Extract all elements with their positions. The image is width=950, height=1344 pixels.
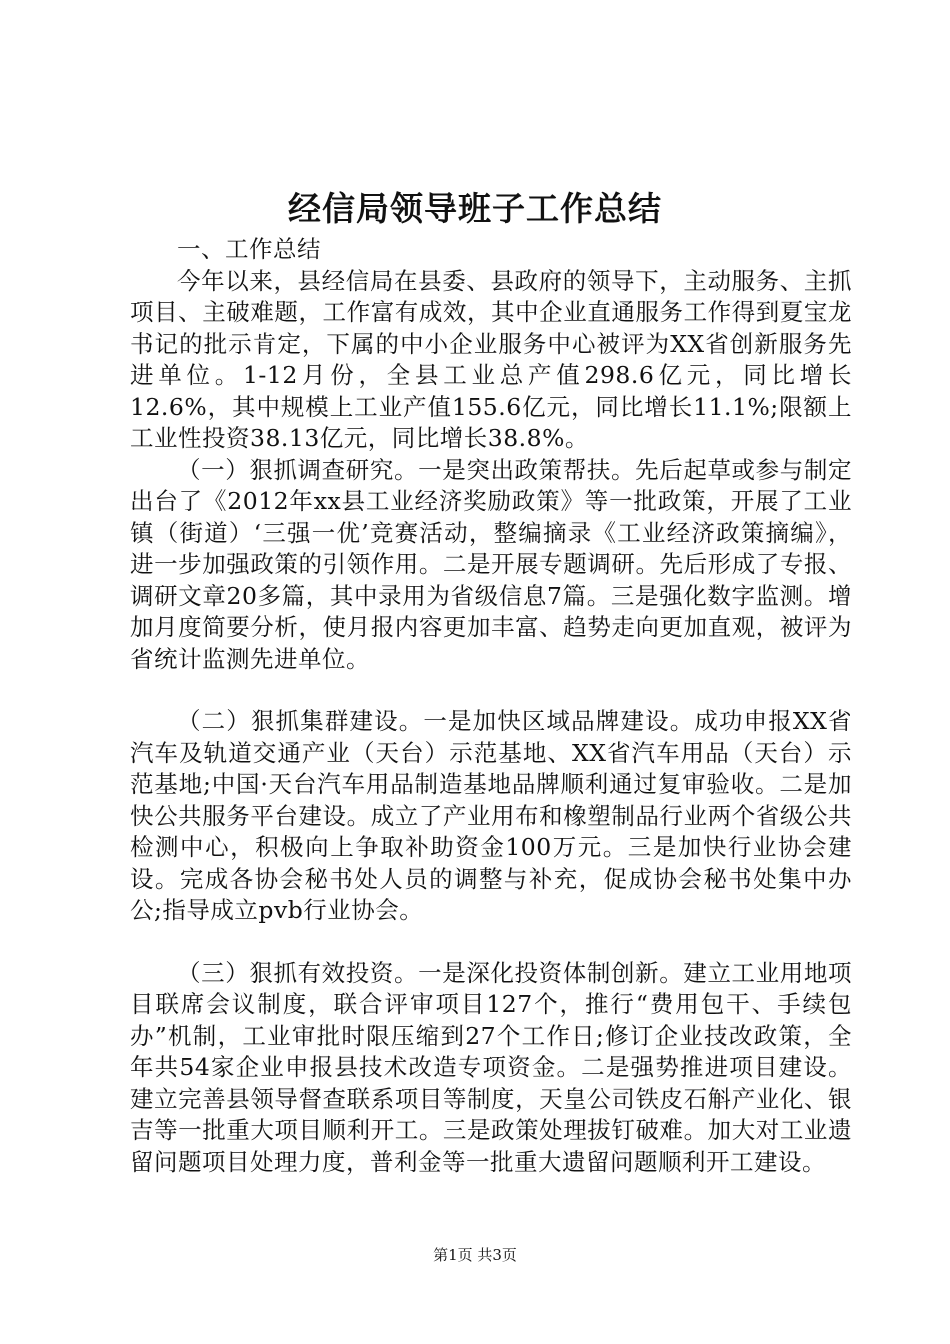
section-heading: 一、工作总结 bbox=[177, 235, 321, 263]
paragraph-intro: 今年以来，县经信局在县委、县政府的领导下，主动服务、主抓项目、主破难题，工作富有成效，其中企业直通服务工作得到夏宝龙书记的批示肯定，下属的中小企业服务中心被评为XX省创新服务先进单位。1-12月份，全县工业总产值298.6亿元，同比增长12.6%，其中规模上工业产值155.6亿元，同比增长11.1%;限额上工业性投资38.13亿元，同比增长38.8%。 bbox=[130, 266, 852, 452]
paragraph-research: （一）狠抓调查研究。一是突出政策帮扶。先后起草或参与制定出台了《2012年xx县工业经济奖励政策》等一批政策，开展了工业镇（街道）‘三强一优’竞赛活动，整编摘录《工业经济政策摘编》，进一步加强政策的引领作用。二是开展专题调研。先后形成了专报、调研文章20多篇，其中录用为省级信息7篇。三是强化数字监测。增加月度简要分析，使月报内容更加丰富、趋势走向更加直观，被评为省统计监测先进单位。 bbox=[130, 455, 852, 673]
page-number-footer: 第1页 共3页 bbox=[433, 1246, 517, 1264]
paragraph-investment: （三）狠抓有效投资。一是深化投资体制创新。建立工业用地项目联席会议制度，联合评审项目127个，推行“费用包干、手续包办”机制，工业审批时限压缩到27个工作日;修订企业技改政策，全年共54家企业申报县技术改造专项资金。二是强势推进项目建设。建立完善县领导督查联系项目等制度，天皇公司铁皮石斛产业化、银吉等一批重大项目顺利开工。三是政策处理拔钉破难。加大对工业遗留问题项目处理力度，普利金等一批重大遗留问题顺利开工建设。 bbox=[130, 958, 852, 1176]
document-body bbox=[130, 234, 852, 1178]
paragraph-cluster: （二）狠抓集群建设。一是加快区域品牌建设。成功申报XX省汽车及轨道交通产业（天台）示范基地、XX省汽车用品（天台）示范基地;中国·天台汽车用品制造基地品牌顺利通过复审验收。二是加快公共服务平台建设。成立了产业用布和橡塑制品行业两个省级公共检测中心，积极向上争取补助资金100万元。三是加快行业协会建设。完成各协会秘书处人员的调整与补充，促成协会秘书处集中办公;指导成立pvb行业协会。 bbox=[130, 707, 852, 924]
document-title: 经信局领导班子工作总结 bbox=[288, 189, 662, 228]
